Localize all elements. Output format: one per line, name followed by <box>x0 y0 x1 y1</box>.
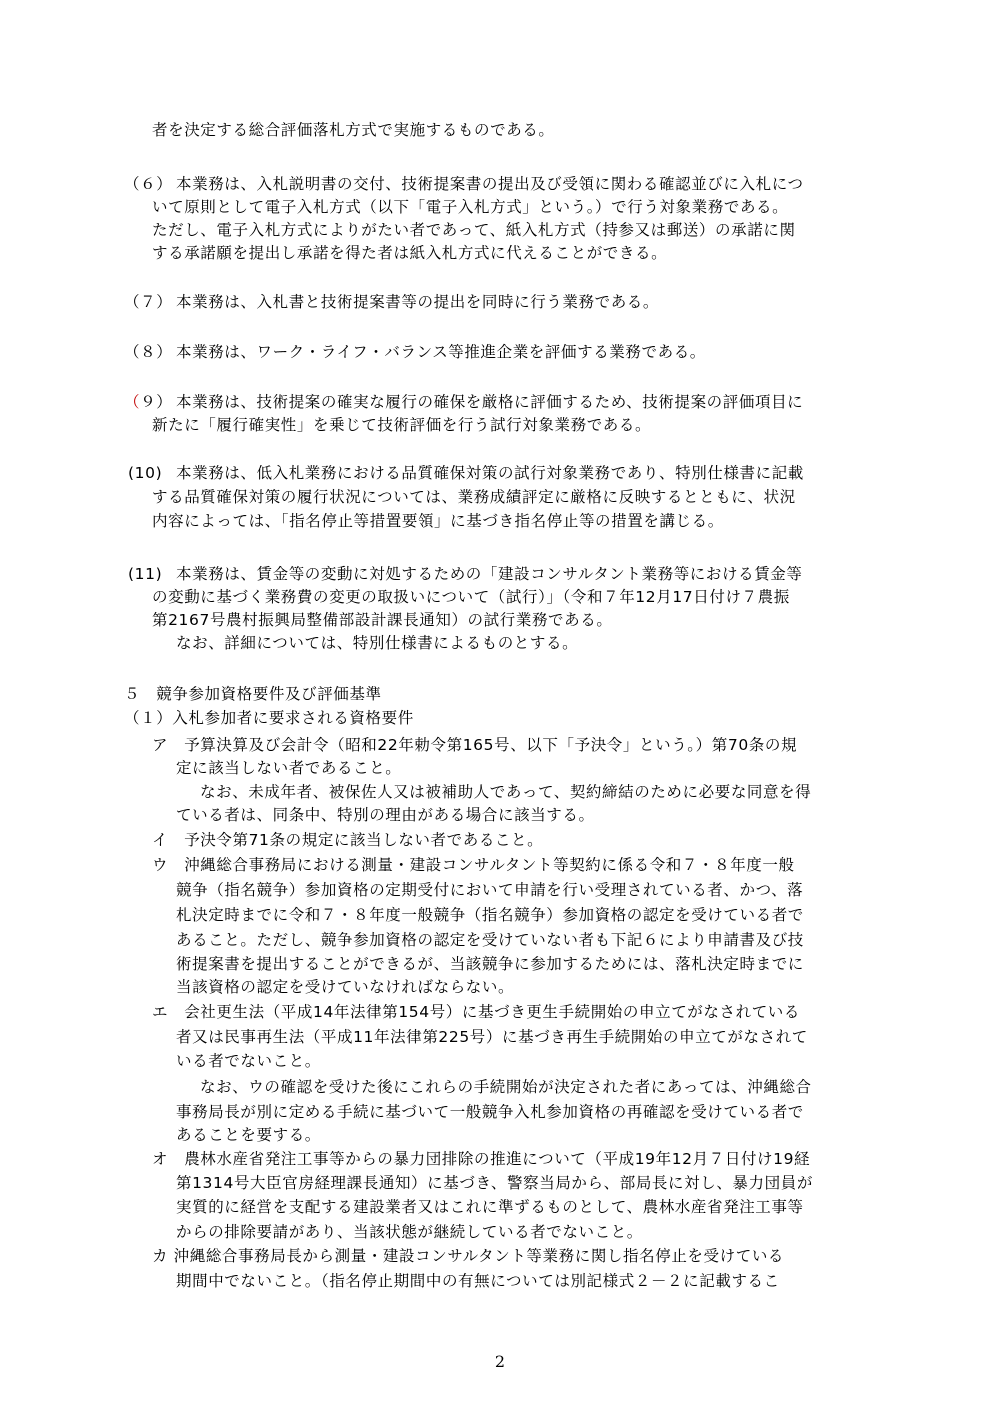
clause-o-line-1: オ 農林水産省発注工事等からの暴力団排除の推進について（平成19年12月７日付け19経 <box>152 1150 811 1168</box>
item-11-line-1: 本業務は、賃金等の変動に対処するための「建設コンサルタント業務等における賃金等 <box>176 565 803 583</box>
clause-a-line-3: なお、未成年者、被保佐人又は被補助人であって、契約締結のために必要な同意を得 <box>200 783 812 801</box>
item-10-number: (10) <box>128 464 163 482</box>
item-6-line-2: いて原則として電子入札方式（以下「電子入札方式」という。）で行う対象業務である。 <box>152 198 789 216</box>
section-heading: ５ 競争参加資格要件及び評価基準 <box>124 685 382 703</box>
clause-u-line-1: ウ 沖縄総合事務局における測量・建設コンサルタント等契約に係る令和７・８年度一般 <box>152 856 795 874</box>
item-10-line-3: 内容によっては、「指名停止等措置要領」に基づき指名停止等の措置を講じる。 <box>152 512 724 530</box>
clause-u-line-3: 札決定時までに令和７・８年度一般競争（指名競争）参加資格の認定を受けている者で <box>176 906 804 924</box>
item-11-line-2: の変動に基づく業務費の変更の取扱いについて（試行）」（令和７年12月17日付け７農振 <box>152 588 790 606</box>
clause-ka-line-1: カ 沖縄総合事務局長から測量・建設コンサルタント等業務に関し指名停止を受けている <box>152 1247 785 1265</box>
clause-o-line-2: 第1314号大臣官房経理課長通知）に基づき、警察当局から、部局長に対し、暴力団員が <box>176 1174 813 1192</box>
clause-a-line-4: ている者は、同条中、特別の理由がある場合に該当する。 <box>176 806 595 824</box>
clause-e-line-3: いる者でないこと。 <box>176 1052 321 1070</box>
item-6-line-1: 本業務は、入札説明書の交付、技術提案書の提出及び受領に関わる確認並びに入札につ <box>176 175 804 193</box>
item-6-line-4: する承諾願を提出し承諾を得た者は紙入札方式に代えることができる。 <box>152 244 668 262</box>
item-6-line-3: ただし、電子入札方式によりがたい者であって、紙入札方式（持参又は郵送）の承諾に関 <box>152 221 796 239</box>
item-10-line-2: する品質確保対策の履行状況については、業務成績評定に厳格に反映するとともに、状況 <box>152 488 796 506</box>
clause-e-line-1: エ 会社更生法（平成14年法律第154号）に基づき更生手続開始の申立てがなされている <box>152 1003 801 1021</box>
item-11-number: (11) <box>128 565 163 583</box>
clause-e-line-4: なお、ウの確認を受けた後にこれらの手続開始が決定された者にあっては、沖縄総合 <box>200 1078 812 1096</box>
clause-i-line-1: イ 予決令第71条の規定に該当しない者であること。 <box>152 831 544 849</box>
clause-u-line-6: 当該資格の認定を受けていなければならない。 <box>176 978 515 996</box>
clause-o-line-3: 実質的に経営を支配する建設業者又はこれに準ずるものとして、農林水産省発注工事等 <box>176 1198 804 1216</box>
clause-ka-line-2: 期間中でないこと。（指名停止期間中の有無については別記様式２－２に記載するこ <box>176 1272 780 1290</box>
clause-a-line-1: ア 予算決算及び会計令（昭和22年勅令第165号、以下「予決令」という。）第70条の規 <box>152 736 798 754</box>
clause-e-line-2: 者又は民事再生法（平成11年法律第225号）に基づき再生手続開始の申立てがなされて <box>176 1028 808 1046</box>
item-6-number: （６） <box>124 175 173 193</box>
clause-a-line-2: 定に該当しない者であること。 <box>176 759 402 777</box>
page-number: 2 <box>494 1352 506 1371</box>
item-11-line-4: なお、詳細については、特別仕様書によるものとする。 <box>176 634 579 652</box>
item-9-number-rest: ９） <box>140 393 173 411</box>
clause-e-line-5: 事務局長が別に定める手続に基づいて一般競争入札参加資格の再確認を受けている者で <box>176 1103 804 1121</box>
clause-o-line-4: からの排除要請があり、当該状態が継続している者でないこと。 <box>176 1223 643 1241</box>
item-7-number: （７） <box>124 293 173 311</box>
clause-e-line-6: あることを要する。 <box>176 1126 321 1144</box>
subsection-heading: （１）入札参加者に要求される資格要件 <box>124 709 414 727</box>
clause-u-line-4: あること。ただし、競争参加資格の認定を受けていない者も下記６により申請書及び技 <box>176 931 804 949</box>
item-10-line-1: 本業務は、低入札業務における品質確保対策の試行対象業務であり、特別仕様書に記載 <box>176 464 804 482</box>
item-9-line-1: 本業務は、技術提案の確実な履行の確保を厳格に評価するため、技術提案の評価項目に <box>176 393 804 411</box>
paragraph-line: 者を決定する総合評価落札方式で実施するものである。 <box>152 121 555 139</box>
item-7-line-1: 本業務は、入札書と技術提案書等の提出を同時に行う業務である。 <box>176 293 660 311</box>
item-8-line-1: 本業務は、ワーク・ライフ・バランス等推進企業を評価する業務である。 <box>176 343 706 361</box>
clause-u-line-5: 術提案書を提出することができるが、当該競争に参加するためには、落札決定時までに <box>176 955 804 973</box>
item-9-number <box>124 391 172 413</box>
item-9-line-2: 新たに「履行確実性」を乗じて技術評価を行う試行対象業務である。 <box>152 416 652 434</box>
item-9-number-open: （ <box>124 393 141 411</box>
item-8-number: （８） <box>124 343 173 361</box>
clause-u-line-2: 競争（指名競争）参加資格の定期受付において申請を行い受理されている者、かつ、落 <box>176 881 804 899</box>
item-11-line-3: 第2167号農村振興局整備部設計課長通知）の試行業務である。 <box>152 611 613 629</box>
